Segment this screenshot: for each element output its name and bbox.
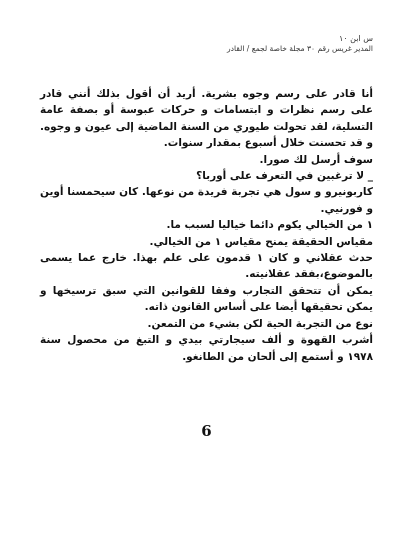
body-text <box>40 86 373 365</box>
paragraph: أشرب القهوة و ألف سيجارتي بيدي و التبغ من محصول سنة ١٩٧٨ و أستمع إلى ألحان من الطانغو. <box>40 334 373 363</box>
paragraph: سوف أرسل لك صورا. <box>259 153 373 166</box>
paragraph: نوع من التجربة الحية لكن بشيء من التمعن. <box>147 317 373 330</box>
paragraph: كاربونيرو و سول هي تجربة فريدة من نوعها. كان سيحمسنا أوين و فورنيي. <box>40 186 373 215</box>
header-subtitle: المدير غريس رقم ٣٠ مجلة خاصة لجمع / القادر <box>227 44 373 53</box>
paragraph: أنا قادر على رسم وجوه بشرية. أريد أن أقول بذلك أنني قادر على رسم نظرات و ابتسامات و حركات عبوسة أو بصفة عامة التسلية، لقد تحولت طيوري من السنة الماضية إلى عيون و وجوه. و قد تحسنت خلال أسبوع بمقدار سنوات. <box>40 88 373 150</box>
paragraph: ١ من الخيالي يكوم دائما خياليا لسبب ما. <box>166 219 373 232</box>
paragraph: حدث عقلاني و كان ١ قدمون على علم بهذا. خارج عما يسمى بالموضوع،بفقد عقلانيته. <box>40 252 373 281</box>
header-reference: س ابن ١٠ <box>339 34 373 43</box>
page-number: 6 <box>201 422 212 440</box>
paragraph: يمكن أن تتحقق التجارب وفقا للقوانين التي سبق ترسيخها و يمكن تحقيقها أيضا على أساس القانون ذاته. <box>40 284 373 314</box>
paragraph: _ لا ترغبين في التعرف على أوربا؟ <box>196 170 373 183</box>
paragraph: مقياس الحقيقة يمنح مقياس ١ من الخيالي. <box>149 235 373 248</box>
